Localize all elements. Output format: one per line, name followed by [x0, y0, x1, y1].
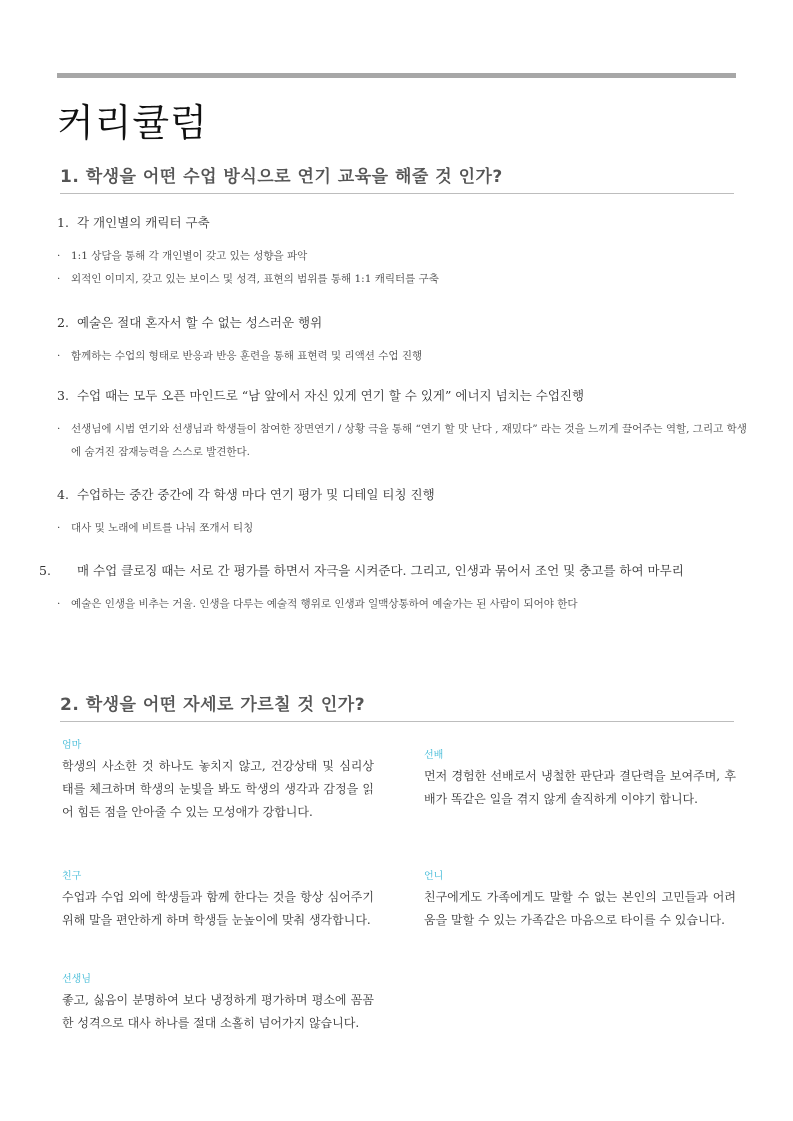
role-senior: [424, 746, 736, 811]
item-bullet: · 외적인 이미지, 갖고 있는 보이스 및 성격, 표현의 범위를 통해 1:1 캐릭터를 구축: [57, 273, 439, 285]
role-label: 선배: [424, 750, 444, 761]
role-friend: [62, 867, 374, 932]
role-label: 선생님: [62, 974, 91, 985]
item-title: 5. 매 수업 클로징 때는 서로 간 평가를 하면서 자극을 시켜준다. 그리고, 인생과 묶어서 조언 및 충고를 하여 마무리: [39, 563, 684, 578]
role-description: 친구에게도 가족에게도 말할 수 없는 본인의 고민들과 어려움을 말할 수 있는 가족같은 마음으로 타이를 수 있습니다.: [424, 890, 736, 927]
item-bullet: · 대사 및 노래에 비트를 나눠 쪼개서 티칭: [57, 522, 254, 534]
role-teacher: [62, 970, 374, 1035]
item-title: 2. 예술은 절대 혼자서 할 수 없는 성스러운 행위: [57, 315, 323, 330]
item-bullet: · 예술은 인생을 비추는 거울. 인생을 다루는 예술적 행위로 인생과 일맥상통하여 예술가는 된 사람이 되어야 한다: [57, 598, 578, 610]
curriculum-item-2: [57, 310, 747, 368]
item-title: 3. 수업 때는 모두 오픈 마인드로 “남 앞에서 자신 있게 연기 할 수 있게” 에너지 넘치는 수업진행: [57, 388, 585, 403]
role-description: 먼저 경험한 선배로서 냉철한 판단과 결단력을 보여주며, 후배가 똑같은 일을 겪지 않게 솔직하게 이야기 합니다.: [424, 769, 736, 806]
role-label: 언니: [424, 871, 444, 882]
page-title: 커리큘럼: [57, 101, 208, 145]
role-description: 학생의 사소한 것 하나도 놓치지 않고, 건강상태 및 심리상태를 체크하며 학생의 눈빛을 봐도 학생의 생각과 감정을 읽어 힘든 점을 안아줄 수 있는 모성애가 강합니다.: [62, 759, 374, 819]
role-sister: [424, 867, 736, 932]
item-bullet: · 선생님에 시범 연기와 선생님과 학생들이 참여한 장면연기 / 상황 극을 통해 “연기 할 맛 난다 , 재밌다” 라는 것을 느끼게 끌어주는 역할, 그리고 학생에 숨겨진 잠재능력을 스스로 발견한다.: [57, 423, 747, 458]
section-heading-teaching-method: 1. 학생을 어떤 수업 방식으로 연기 교육을 해줄 것 인가?: [60, 162, 734, 194]
curriculum-item-3: [57, 383, 747, 464]
item-title: 4. 수업하는 중간 중간에 각 학생 마다 연기 평가 및 디테일 티칭 진행: [57, 487, 435, 502]
role-description: 수업과 수업 외에 학생들과 함께 한다는 것을 항상 심어주기 위해 말을 편안하게 하며 학생들 눈높이에 맞춰 생각합니다.: [62, 890, 374, 927]
section-heading-teaching-attitude: 2. 학생을 어떤 자세로 가르칠 것 인가?: [60, 690, 734, 722]
role-label: 친구: [62, 871, 82, 882]
curriculum-item-4: [57, 482, 747, 540]
role-description: 좋고, 싫음이 분명하여 보다 냉정하게 평가하며 평소에 꼼꼼한 성격으로 대사 하나를 절대 소홀히 넘어가지 않습니다.: [62, 993, 374, 1030]
item-title: 1. 각 개인별의 캐릭터 구축: [57, 215, 210, 230]
curriculum-item-5: [39, 558, 747, 616]
item-bullet: · 1:1 상담을 통해 각 개인별이 갖고 있는 성향을 파악: [57, 250, 308, 262]
role-label: 엄마: [62, 740, 82, 751]
curriculum-item-1: [57, 210, 747, 291]
item-bullet: · 함께하는 수업의 형태로 반응과 반응 훈련을 통해 표현력 및 리액션 수업 진행: [57, 350, 423, 362]
role-mom: [62, 736, 374, 824]
top-rule: [57, 73, 736, 78]
